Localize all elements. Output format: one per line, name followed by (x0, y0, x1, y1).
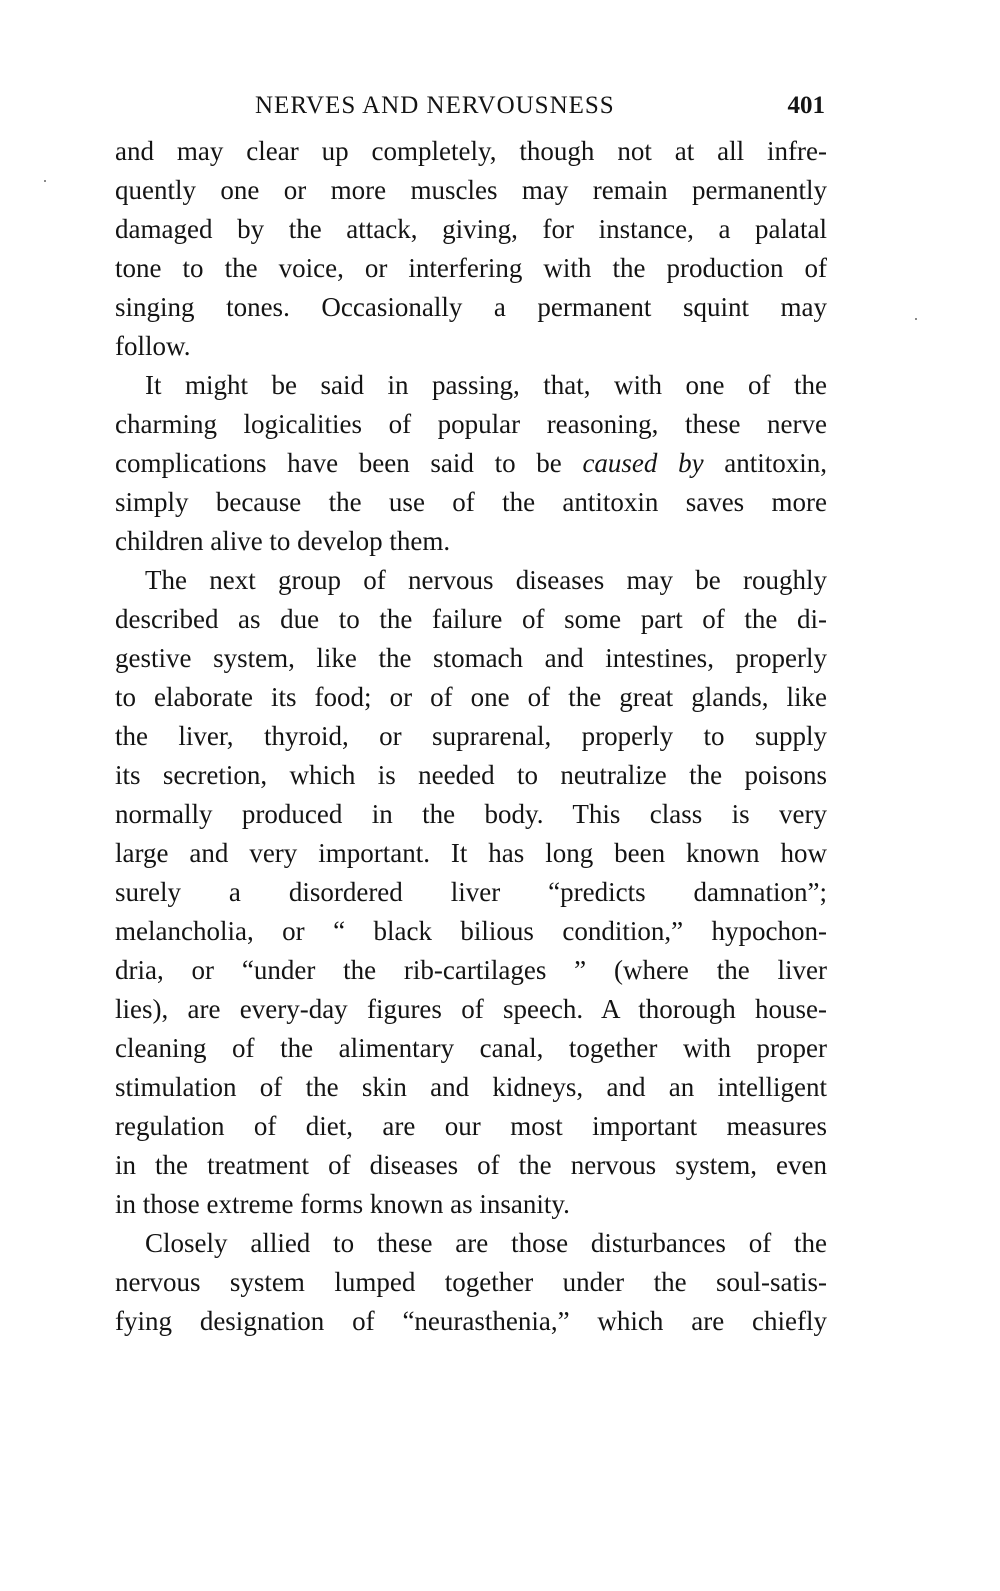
text-line: gestive system, like the stomach and intestines, properly (115, 643, 827, 673)
text-line: dria, or “under the rib-cartilages ” (where the liver (115, 955, 827, 985)
text-line: regulation of diet, are our most important measures (115, 1111, 827, 1141)
text-line: tone to the voice, or interfering with the production of (115, 253, 827, 283)
running-title: NERVES AND NERVOUSNESS (255, 92, 615, 119)
text-line: quently one or more muscles may remain permanently (115, 175, 827, 205)
text-line: to elaborate its food; or of one of the great glands, like (115, 682, 827, 712)
body-text (115, 132, 827, 1341)
scan-speck-left (44, 180, 46, 182)
text-line: cleaning of the alimentary canal, together with proper (115, 1033, 827, 1063)
text-line: fying designation of “neurasthenia,” which are chiefly (115, 1306, 827, 1336)
text-line: described as due to the failure of some part of the di- (115, 604, 827, 634)
text-line: The next group of nervous diseases may be roughly (145, 565, 827, 595)
text-line: singing tones. Occasionally a permanent squint may (115, 292, 827, 322)
text-line: melancholia, or “ black bilious condition,” hypochon- (115, 916, 827, 946)
text-line: children alive to develop them. (115, 526, 451, 556)
text-line: normally produced in the body. This class is very (115, 799, 827, 829)
text-line: surely a disordered liver “predicts damnation”; (115, 877, 827, 907)
text-line: charming logicalities of popular reasoning, these nerve (115, 409, 827, 439)
text-line: stimulation of the skin and kidneys, and an intelligent (115, 1072, 827, 1102)
running-head (115, 88, 827, 132)
line-text-before-emphasis: complications have been said to be (115, 448, 583, 478)
text-line: and may clear up completely, though not at all infre- (115, 136, 827, 166)
line-text-after-emphasis: antitoxin, (703, 448, 827, 478)
book-page (115, 88, 827, 1341)
scan-speck-right (915, 318, 917, 320)
text-line: nervous system lumped together under the soul-satis- (115, 1267, 827, 1297)
text-line: its secretion, which is needed to neutralize the poisons (115, 760, 827, 790)
text-line: follow. (115, 331, 191, 361)
text-line: in the treatment of diseases of the nervous system, even (115, 1150, 827, 1180)
text-line: It might be said in passing, that, with one of the (145, 370, 827, 400)
italic-emphasis: caused by (582, 448, 704, 478)
text-line: Closely allied to these are those disturbances of the (145, 1228, 827, 1258)
text-line: the liver, thyroid, or suprarenal, properly to supply (115, 721, 827, 751)
text-line: damaged by the attack, giving, for instance, a palatal (115, 214, 827, 244)
text-line-with-emphasis (115, 444, 827, 483)
text-line: lies), are every-day figures of speech. A thorough house- (115, 994, 827, 1024)
text-line: large and very important. It has long been known how (115, 838, 827, 868)
text-line: in those extreme forms known as insanity. (115, 1189, 570, 1219)
page-number: 401 (787, 92, 825, 119)
text-line: simply because the use of the antitoxin saves more (115, 487, 827, 517)
